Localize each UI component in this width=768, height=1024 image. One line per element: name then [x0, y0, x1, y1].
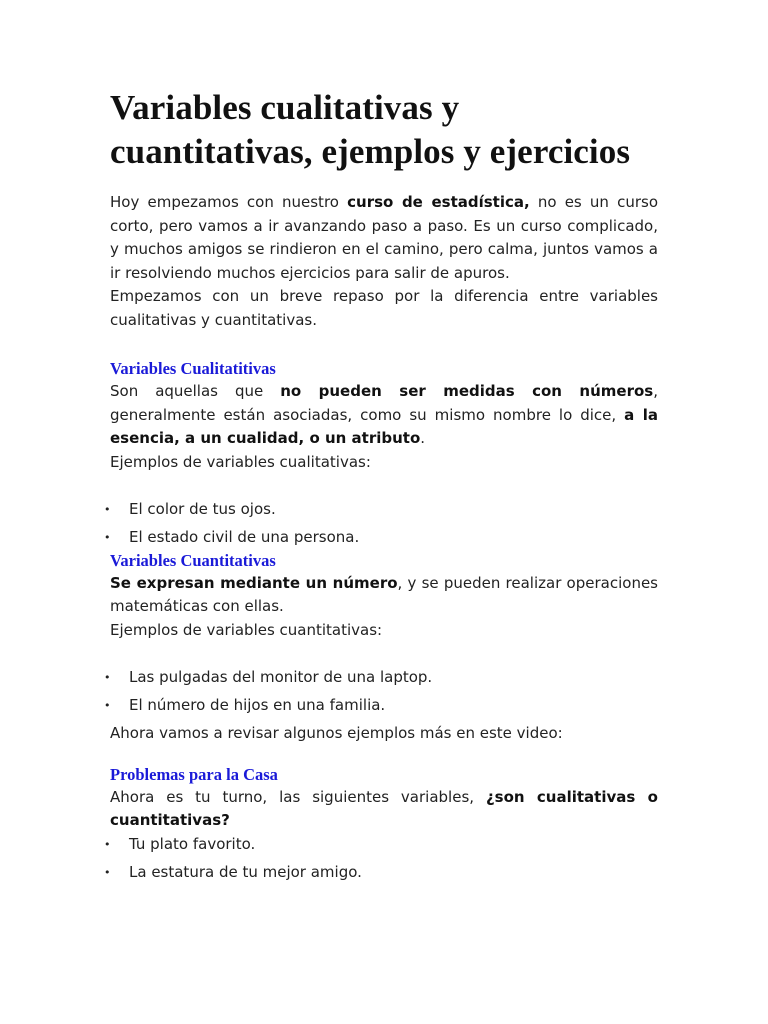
cualitativas-examples-intro: Ejemplos de variables cualitativas:	[110, 452, 371, 471]
list-item	[104, 666, 658, 690]
intro-paragraph-2: Empezamos con un breve repaso por la diferencia entre variables cualitativas y cuantitativas.	[110, 287, 658, 329]
list-item-text: El estado civil de una persona.	[129, 528, 360, 546]
list-item-text: El número de hijos en una familia.	[129, 696, 386, 714]
cuantitativas-bold-1: Se expresan mediante un número	[110, 573, 398, 592]
list-item-text: La estatura de tu mejor amigo.	[129, 862, 362, 881]
cuantitativas-examples-intro: Ejemplos de variables cuantitativas:	[110, 620, 383, 639]
cualitativas-examples-list	[104, 498, 658, 550]
problemas-text	[110, 786, 658, 833]
bullet-icon: •	[104, 671, 111, 684]
bullet-icon: •	[104, 699, 111, 712]
cuantitativas-examples-list	[104, 666, 658, 718]
section-heading-problemas: Problemas para la Casa	[110, 764, 278, 784]
cualitativas-bold-2: a la esencia, a un cualidad, o un atributo	[110, 405, 659, 447]
cuantitativas-text-1: , y se pueden realizar operaciones matemáticas con ellas.	[110, 573, 658, 615]
list-item-text: El color de tus ojos.	[129, 500, 276, 518]
list-item	[104, 498, 658, 522]
section-heading-cualitativas: Variables Cualitatitivas	[110, 359, 276, 378]
bullet-icon: •	[104, 531, 111, 544]
problemas-bold-question: ¿son cualitativas o cuantitativas?	[110, 787, 658, 829]
list-item	[104, 526, 658, 550]
bullet-icon: •	[104, 865, 111, 879]
list-item	[104, 861, 658, 885]
intro-text-1: Hoy empezamos con nuestro	[110, 193, 348, 211]
cualitativas-definition	[110, 380, 658, 451]
intro-paragraph	[110, 191, 658, 285]
page-title: Variables cualitativas y cuantitativas, ejemplos y ejercicios	[110, 88, 631, 171]
intro-text-2: no es un curso corto, pero vamos a ir avanzando paso a paso. Es un curso complicado, y muchos amigos se rindieron en el camino, pero calma, juntos vamos a ir resolviendo muchos ejercicios para salir de apuros.	[110, 193, 658, 282]
cualitativas-text-2: , generalmente están asociadas, como su mismo nombre lo dice,	[110, 382, 658, 424]
video-intro-text: Ahora vamos a revisar algunos ejemplos más en este video:	[110, 724, 563, 742]
cualitativas-text-1: Son aquellas que	[110, 382, 281, 400]
list-item-text: Tu plato favorito.	[129, 834, 256, 853]
cuantitativas-definition	[110, 572, 658, 619]
intro-bold-course: curso de estadística,	[347, 193, 530, 211]
list-item	[104, 694, 658, 718]
bullet-icon: •	[104, 837, 111, 851]
problemas-list	[104, 833, 658, 885]
document-page	[104, 86, 659, 889]
cualitativas-text-3: .	[420, 429, 426, 447]
section-heading-cuantitativas: Variables Cuantitativas	[110, 550, 276, 570]
list-item-text: Las pulgadas del monitor de una laptop.	[129, 668, 433, 686]
list-item	[104, 833, 658, 857]
bullet-icon: •	[104, 503, 111, 516]
cualitativas-bold-1: no pueden ser medidas con números	[280, 382, 654, 400]
problemas-text-1: Ahora es tu turno, las siguientes variables,	[110, 787, 486, 806]
